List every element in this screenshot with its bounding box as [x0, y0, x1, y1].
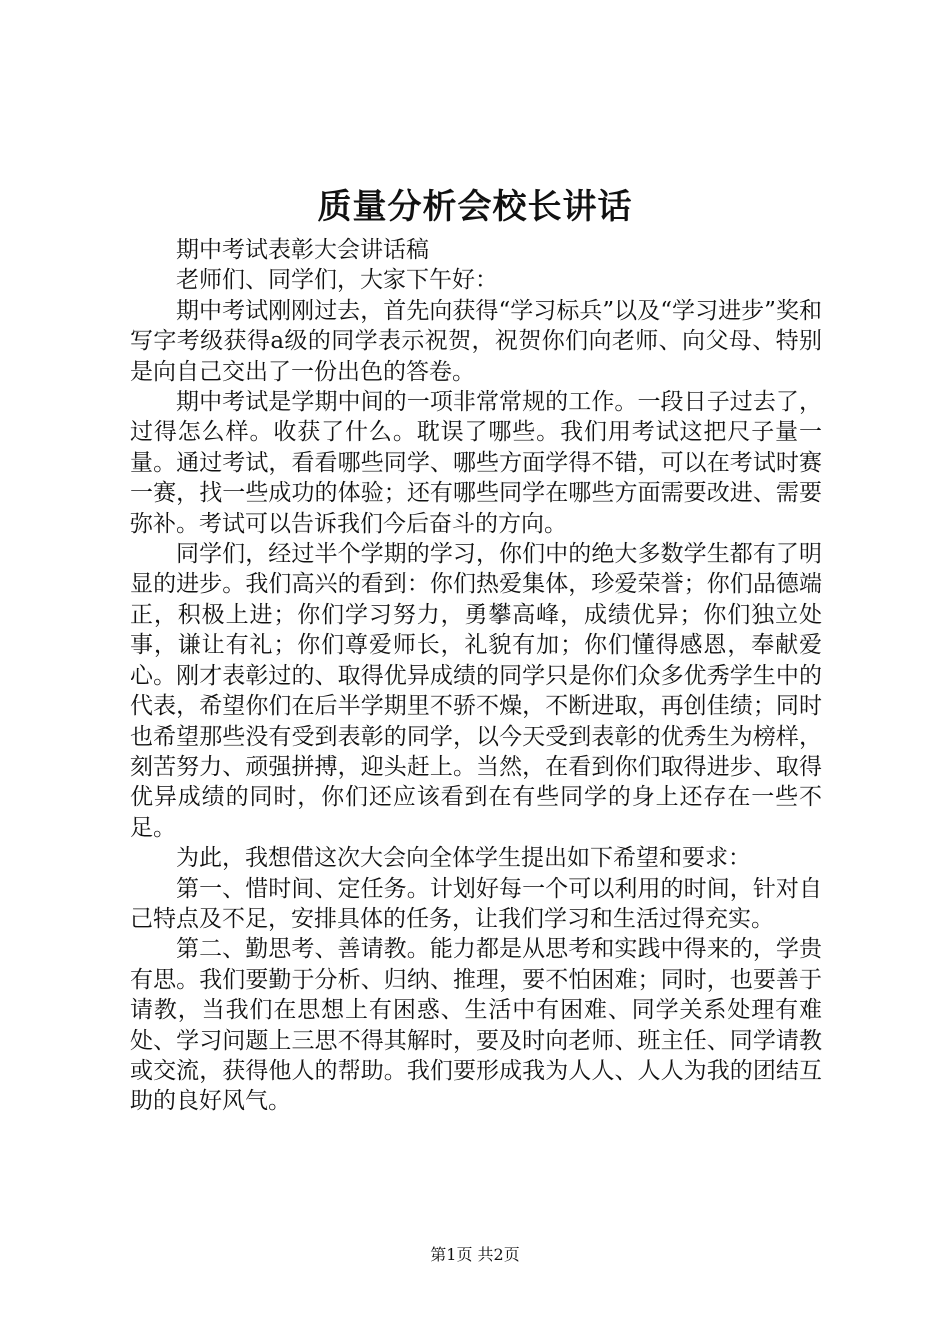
paragraph-subtitle: 期中考试表彰大会讲话稿	[176, 237, 429, 263]
paragraph: 期中考试刚刚过去，首先向获得“学习标兵”以及“学习进步”奖和写字考级获得a级的同学表示祝贺，祝贺你们向老师、向父母、特别是向自己交出了一份出色的答卷。	[130, 297, 822, 385]
page-footer: 第1页 共2页	[430, 1245, 520, 1264]
paragraph: 期中考试是学期中间的一项非常常规的工作。一段日子过去了，过得怎么样。收获了什么。耽误了哪些。我们用考试这把尺子量一量。通过考试，看看哪些同学、哪些方面学得不错，可以在考试时赛一赛，找一些成功的体验；还有哪些同学在哪些方面需要改进、需要弥补。考试可以告诉我们今后奋斗的方向。	[130, 389, 822, 537]
paragraph: 第二、勤思考、善请教。能力都是从思考和实践中得来的，学贵有思。我们要勤于分析、归纳、推理，要不怕困难；同时，也要善于请教，当我们在思想上有困惑、生活中有困难、同学关系处理有难处、学习问题上三思不得其解时，要及时向老师、班主任、同学请教或交流，获得他人的帮助。我们要形成我为人人、人人为我的团结互助的良好风气。	[130, 936, 822, 1115]
paragraph: 同学们，经过半个学期的学习，你们中的绝大多数学生都有了明显的进步。我们高兴的看到：你们热爱集体，珍爱荣誉；你们品德端正，积极上进；你们学习努力，勇攀高峰，成绩优异；你们独立处事，谦让有礼；你们尊爱师长，礼貌有加；你们懂得感恩，奉献爱心。刚才表彰过的、取得优异成绩的同学只是你们众多优秀学生中的代表，希望你们在后半学期里不骄不燥，不断进取，再创佳绩；同时也希望那些没有受到表彰的同学，以今天受到表彰的优秀生为榜样，刻苦努力、顽强拼搏，迎头赶上。当然，在看到你们取得进步、取得优异成绩的同时，你们还应该看到在有些同学的身上还存在一些不足。	[130, 541, 822, 841]
paragraph: 第一、惜时间、定任务。计划好每一个可以利用的时间，针对自己特点及不足，安排具体的任务，让我们学习和生活过得充实。	[130, 875, 822, 932]
document-body	[130, 235, 822, 1117]
document-title: 质量分析会校长讲话	[317, 187, 633, 227]
paragraph: 为此，我想借这次大会向全体学生提出如下希望和要求：	[176, 845, 751, 872]
paragraph-greeting: 老师们、同学们，大家下午好：	[176, 267, 498, 294]
